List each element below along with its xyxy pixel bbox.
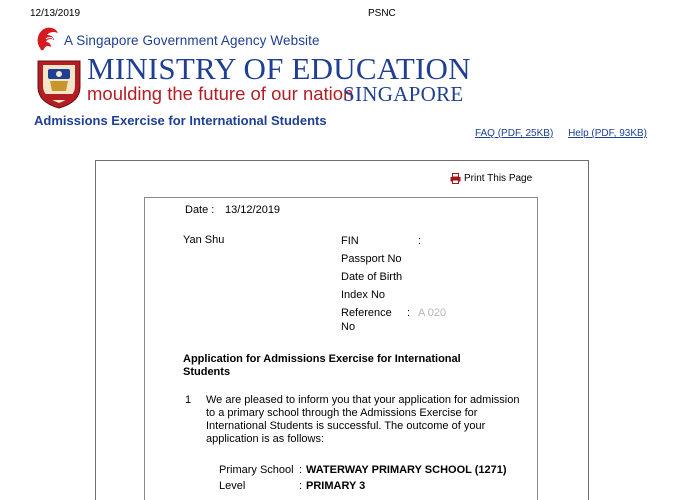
school-value: WATERWAY PRIMARY SCHOOL (1271) [306,464,507,476]
reference-label-no: No [341,321,356,333]
print-page-label: Print This Page [464,173,533,184]
reference-value: A 020 [418,307,447,319]
section-title: Admissions Exercise for International Students [34,113,327,128]
lion-head-icon [34,26,60,54]
reference-label: Reference [341,307,392,319]
print-date: 12/13/2019 [30,8,81,19]
paragraph-number: 1 [185,394,192,406]
index-label: Index No [341,289,386,301]
ministry-title: MINISTRY OF EDUCATION [87,51,471,86]
print-header [0,8,681,22]
dob-label: Date of Birth [341,271,403,283]
ministry-singapore: SINGAPORE [343,82,464,106]
date-label: Date : [185,204,215,216]
gov-agency-text: A Singapore Government Agency Website [64,32,320,48]
printer-icon [450,173,461,184]
moe-crest-icon [34,57,84,109]
print-page-button[interactable] [450,173,532,184]
school-separator: : [299,464,303,476]
application-heading: Application for Admissions Exercise for International Students [183,353,461,378]
fin-separator: : [418,235,422,247]
fin-label: FIN [341,235,359,247]
student-name: Yan Shu [183,234,225,246]
top-links [463,128,647,139]
outcome-paragraph: We are pleased to inform you that your application for admission to a primary school through the Admissions Exercise for International Students is successful. The outcome of your application is as follows: [206,394,520,445]
faq-link[interactable]: FAQ (PDF, 25KB) [474,128,554,139]
ministry-tagline: moulding the future of our nation [87,83,354,104]
date-value: 13/12/2019 [225,204,281,216]
level-value: PRIMARY 3 [306,480,366,492]
outcome-letter [144,197,538,500]
passport-label: Passport No [341,253,402,265]
help-link[interactable]: Help (PDF, 93KB) [568,128,647,139]
reference-separator: : [407,307,411,319]
gov-agency-banner [34,26,320,54]
level-label: Level [219,480,246,492]
level-separator: : [299,480,303,492]
school-label: Primary School [219,464,294,476]
print-page-title: PSNC [368,8,396,19]
